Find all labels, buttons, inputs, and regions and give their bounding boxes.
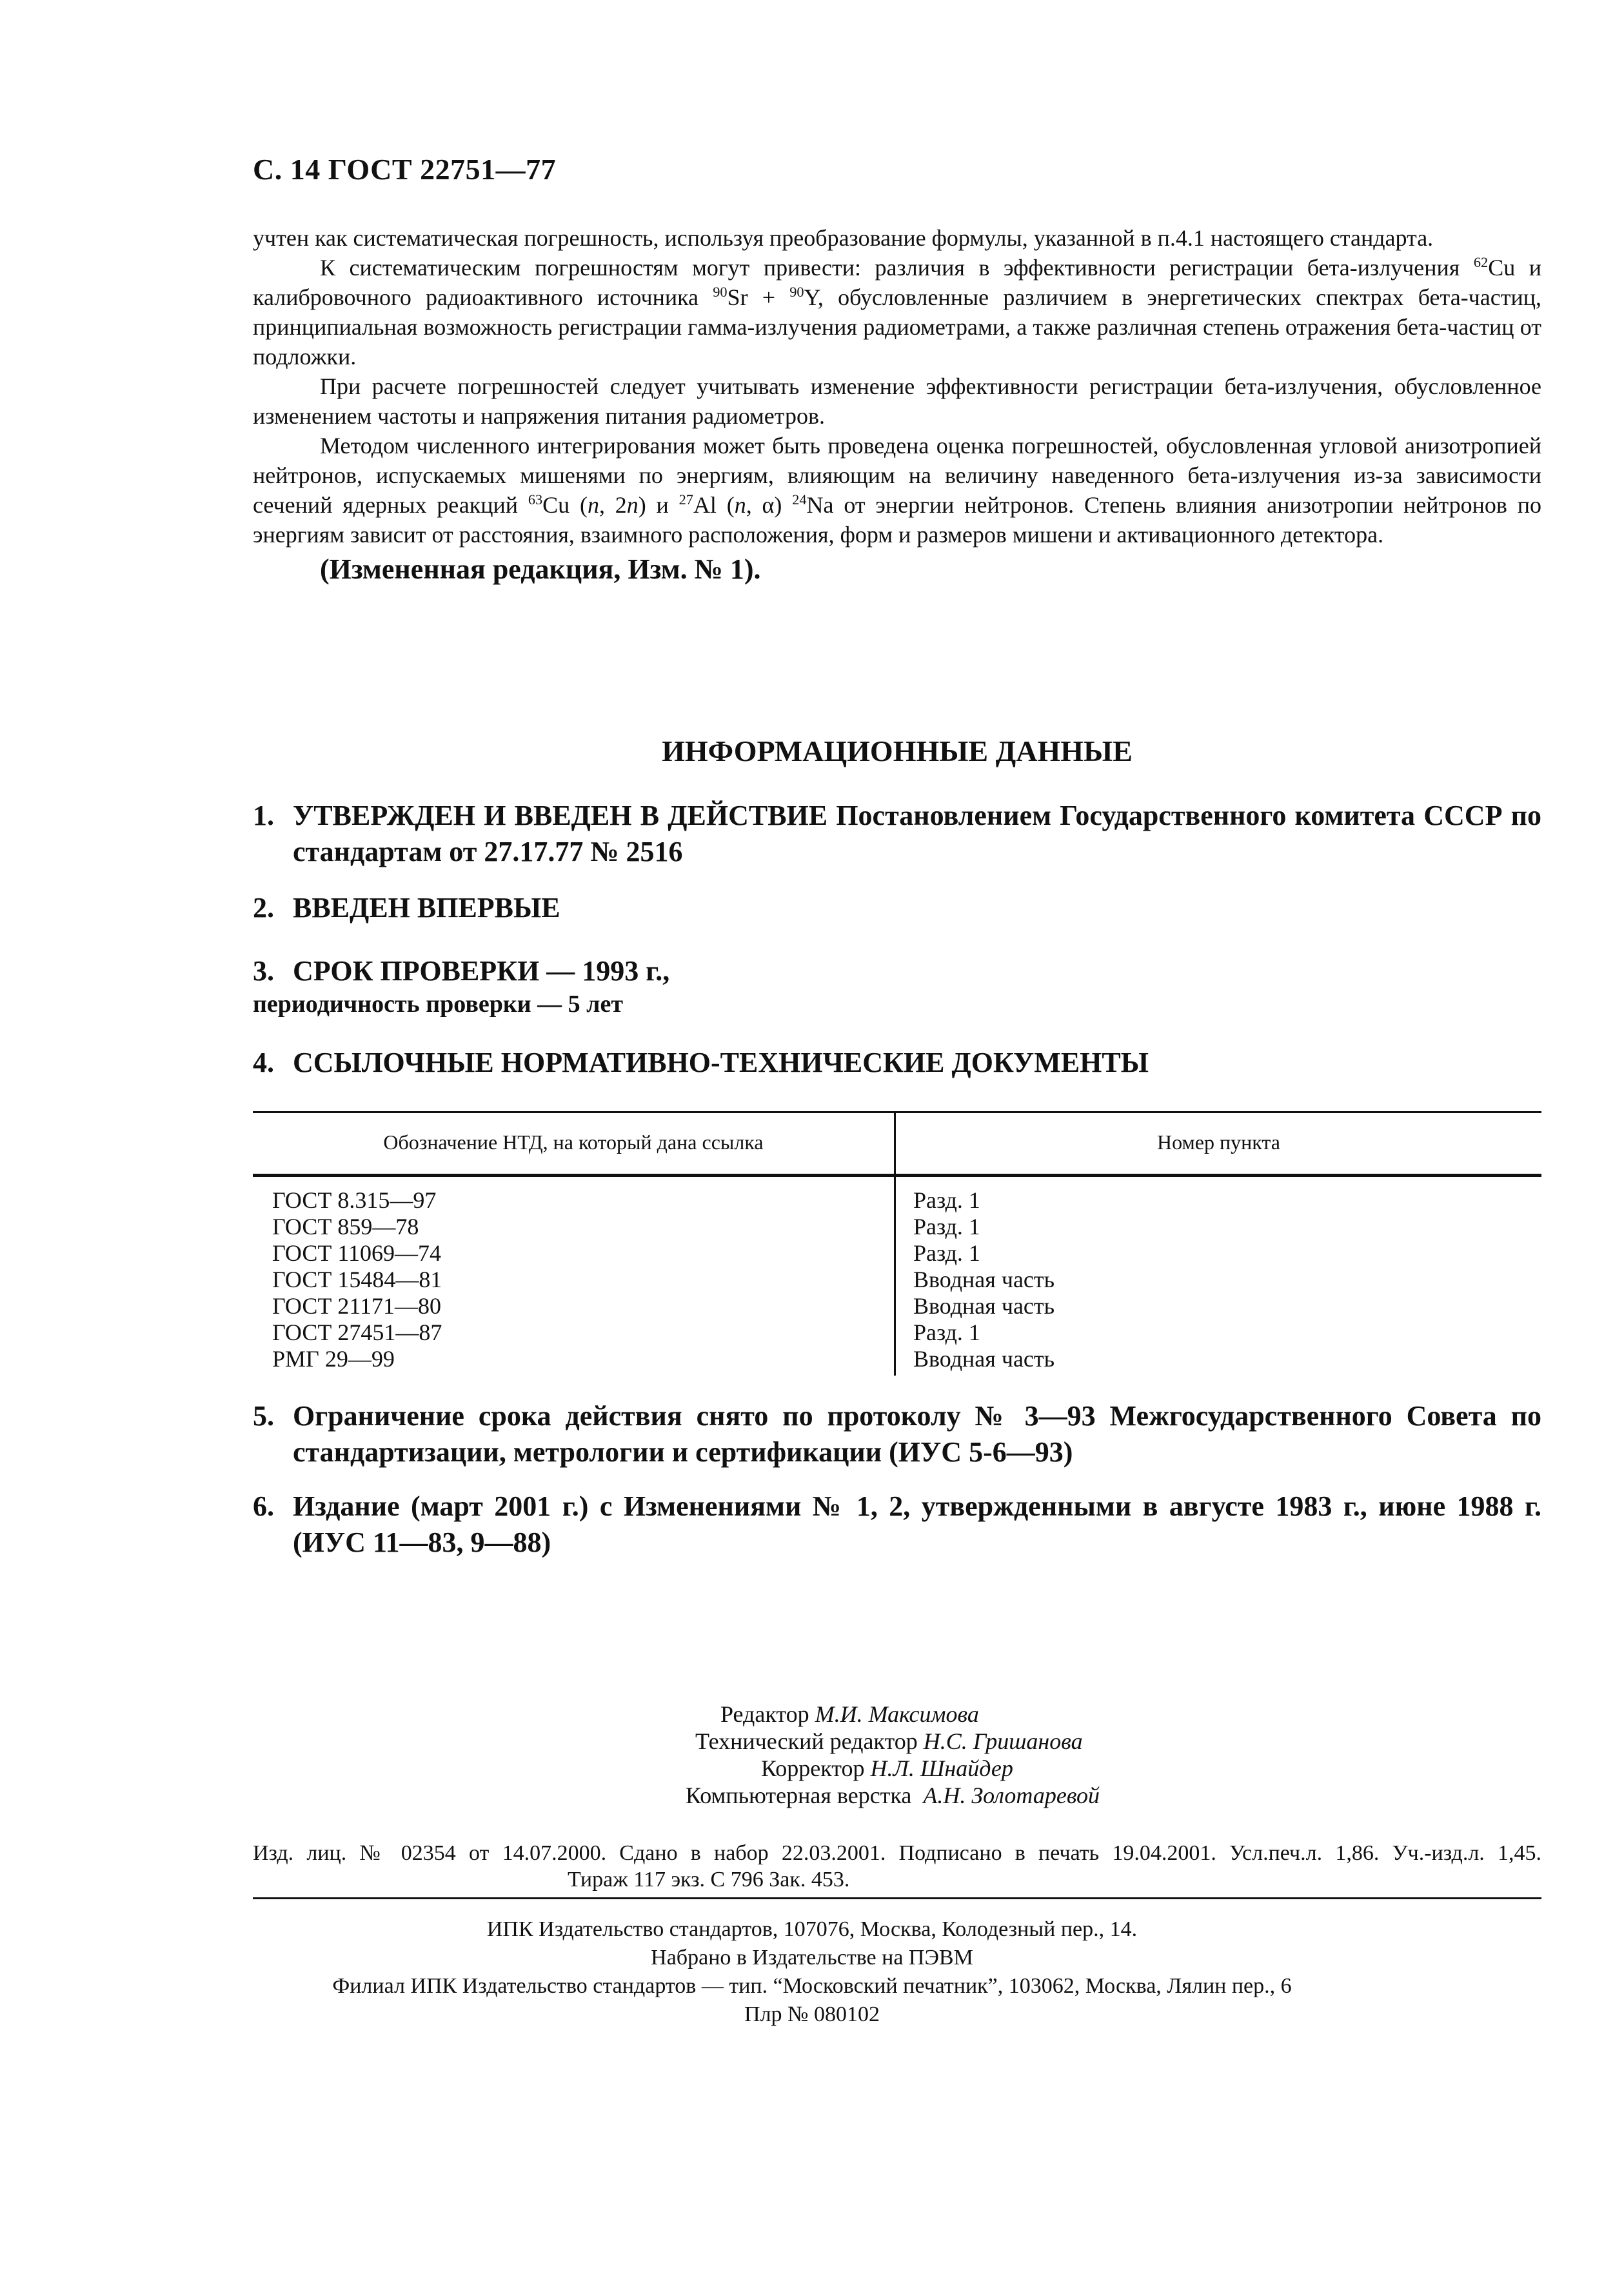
table-top-rule	[253, 1111, 1541, 1113]
item-number: 3.	[253, 955, 274, 987]
footer-line-2: Набрано в Издательстве на ПЭВМ	[651, 1946, 973, 1970]
paragraph-1: учтен как систематическая погрешность, используя преобразование формулы, указанной в п.4.1 настоящего стандарта.	[253, 225, 1434, 251]
footer-line-1: ИПК Издательство стандартов, 107076, Москва, Колодезный пер., 14.	[486, 1917, 1138, 1941]
table-cell-document: ГОСТ 15484—81	[272, 1267, 442, 1292]
table-cell-clause: Разд. 1	[913, 1319, 980, 1345]
item-number: 5.	[253, 1400, 274, 1432]
p4-italic-n3: n	[734, 492, 746, 518]
item-text: Издание (март 2001 г.) с Изменениями № 1, 2, утвержденными в августе 1983 г., июне 1988 г. (ИУС 11—83, 9—88)	[293, 1490, 1541, 1558]
table-cell-clause: Вводная часть	[913, 1293, 1055, 1319]
credit-name: А.Н. Золотаревой	[923, 1783, 1100, 1808]
info-item-4	[253, 1045, 1541, 1081]
p2-text-c: Sr +	[727, 284, 790, 310]
isotope-mass-62: 62	[1473, 254, 1489, 270]
p4-text-e: Al (	[693, 492, 735, 518]
table-cell-document: ГОСТ 859—78	[272, 1214, 419, 1240]
item-text: ВВЕДЕН ВПЕРВЫЕ	[293, 892, 560, 924]
paragraph-2	[253, 253, 1541, 371]
info-item-5	[253, 1398, 1541, 1470]
p2-text-b: Cu и калибровочного радиоактивного источника	[253, 255, 1541, 310]
credit-tech-editor	[695, 1728, 1083, 1755]
table-cell-document: РМГ 29—99	[272, 1346, 395, 1372]
item-1-bold: УТВЕРЖДЕН И ВВЕДЕН В ДЕЙСТВИЕ	[293, 800, 828, 831]
table-cell-document: ГОСТ 8.315—97	[272, 1187, 437, 1213]
p2-text-a: К систематическим погрешностям могут привести: различия в эффективности регистрации бета-излучения	[320, 255, 1474, 281]
item-number: 1.	[253, 800, 274, 831]
isotope-mass-90-y: 90	[789, 284, 804, 300]
publication-line-1: Изд. лиц. № 02354 от 14.07.2000. Сдано в набор 22.03.2001. Подписано в печать 19.04.2001. Усл.печ.л. 1,86. Уч.-изд.л. 1,45.	[253, 1841, 1541, 1865]
item-text: ССЫЛОЧНЫЕ НОРМАТИВНО-ТЕХНИЧЕСКИЕ ДОКУМЕНТЫ	[293, 1047, 1149, 1078]
table-cell-clause: Разд. 1	[913, 1187, 980, 1213]
table-header-document: Обозначение НТД, на который дана ссылка	[383, 1131, 764, 1154]
body-text	[253, 223, 1541, 589]
table-cell-clause: Вводная часть	[913, 1267, 1055, 1292]
table-cell-document: ГОСТ 21171—80	[272, 1293, 442, 1319]
info-item-3	[253, 953, 1541, 1019]
item-number: 4.	[253, 1047, 274, 1078]
item-text: Ограничение срока действия снято по протоколу № 3—93 Межгосударственного Совета по стандартизации, метрологии и сертификации (ИУС 5-6—93)	[293, 1400, 1541, 1468]
credit-layout	[686, 1782, 1100, 1809]
footer-separator	[253, 1897, 1541, 1899]
item-number: 6.	[253, 1490, 274, 1522]
table-column-documents	[272, 1187, 442, 1372]
item-text: СРОК ПРОВЕРКИ — 1993 г.,	[293, 955, 670, 987]
isotope-mass-24: 24	[792, 491, 807, 508]
credit-label: Компьютерная верстка	[686, 1783, 912, 1808]
p2-text-d: Y, обусловленные различием в энергетических спектрах бета-частиц, принципиальная возможность регистрации гамма-излучения радиометрами, а также различная степень отражения бета-частиц от подложки.	[253, 284, 1541, 370]
p4-italic-n1: n	[587, 492, 599, 518]
p4-text-f: , α)	[746, 492, 793, 518]
credit-name: М.И. Максимова	[815, 1701, 979, 1727]
paragraph-3: При расчете погрешностей следует учитывать изменение эффективности регистрации бета-излучения, обусловленное изменением частоты и напряжения питания радиометров.	[253, 373, 1541, 429]
publisher-footer	[0, 1915, 1624, 2029]
p4-text-a: Методом численного интегрирования может быть проведена оценка погрешностей, обусловленная угловой анизотропией нейтронов, испускаемых мишенями по энергиям, влияющим на величину наведенного бета-излучения из-за зависимости сечений ядерных реакций	[253, 433, 1541, 518]
isotope-mass-90-sr: 90	[713, 284, 728, 300]
item-text	[293, 798, 1541, 870]
isotope-mass-63: 63	[528, 491, 543, 508]
credit-label: Технический редактор	[695, 1728, 918, 1754]
footer-line-4: Плр № 080102	[744, 2002, 880, 2026]
paragraph-4	[253, 431, 1541, 549]
p4-text-b: Cu (	[542, 492, 588, 518]
table-header-clause: Номер пункта	[1157, 1131, 1280, 1154]
credit-editor	[720, 1701, 979, 1728]
credit-name: Н.Л. Шнайдер	[870, 1755, 1013, 1781]
item-1-rest: Постановлением Государственного комитета СССР по стандартам от 27.17.77 № 2516	[293, 800, 1541, 867]
table-cell-clause: Разд. 1	[913, 1214, 980, 1240]
p4-italic-n2: n	[626, 492, 639, 518]
credit-name: Н.С. Гришанова	[923, 1728, 1083, 1754]
table-cell-document: ГОСТ 27451—87	[272, 1319, 442, 1345]
table-cell-clause: Разд. 1	[913, 1240, 980, 1266]
table-cell-document: ГОСТ 11069—74	[272, 1240, 442, 1266]
item-number: 2.	[253, 892, 274, 924]
info-item-2	[253, 890, 1541, 926]
info-title: ИНФОРМАЦИОННЫЕ ДАННЫЕ	[662, 735, 1133, 767]
credit-label: Редактор	[720, 1701, 809, 1727]
table-column-clauses	[913, 1187, 1055, 1372]
p4-text-d: ) и	[638, 492, 679, 518]
info-item-1	[253, 798, 1541, 870]
table-cell-clause: Вводная часть	[913, 1346, 1055, 1372]
credit-label: Корректор	[761, 1755, 865, 1781]
info-item-6	[253, 1488, 1541, 1561]
isotope-mass-27: 27	[678, 491, 693, 508]
publication-line-2: Тираж 117 экз. С 796 Зак. 453.	[568, 1868, 850, 1892]
p4-text-g: Na от энергии нейтронов. Степень влияния анизотропии нейтронов по энергиям зависит от расстояния, взаимного расположения, форм и размеров мишени и активационного детектора.	[253, 492, 1542, 548]
page-header: С. 14 ГОСТ 22751—77	[253, 153, 557, 186]
table-header-rule	[253, 1174, 1541, 1177]
edit-note: (Измененная редакция, Изм. № 1).	[320, 553, 761, 585]
p4-text-c: , 2	[599, 492, 627, 518]
item-3-subline: периодичность проверки — 5 лет	[253, 991, 624, 1018]
footer-line-3: Филиал ИПК Издательство стандартов — тип. “Московский печатник”, 103062, Москва, Лялин пер., 6	[332, 1974, 1292, 1998]
credit-corrector	[761, 1755, 1013, 1782]
